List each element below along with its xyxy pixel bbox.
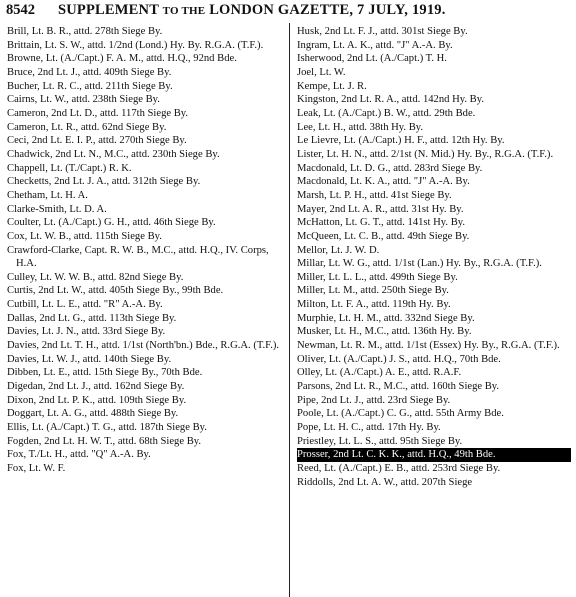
list-entry[interactable]: Lee, Lt. H., attd. 38th Hy. By. (297, 121, 424, 133)
list-entry[interactable]: Browne, Lt. (A./Capt.) F. A. M., attd. H.Q., 92nd Bde. (7, 53, 237, 65)
list-entry[interactable]: Reed, Lt. (A./Capt.) E. B., attd. 253rd Siege By. (297, 463, 501, 474)
list-entry[interactable]: Dixon, 2nd Lt. P. K., attd. 109th Siege By. (7, 394, 187, 406)
list-entry[interactable]: Macdonald, Lt. D. G., attd. 283rd Siege By. (297, 162, 483, 174)
list-entry[interactable]: Riddolls, 2nd Lt. A. W., attd. 207th Siege (297, 476, 473, 488)
list-entry[interactable]: Dibben, Lt. E., attd. 15th Siege By., 70th Bde. (7, 367, 203, 379)
list-entry[interactable]: Lister, Lt. H. N., attd. 2/1st (N. Mid.) Hy. By., R.G.A. (T.F.). (297, 148, 554, 160)
list-entry[interactable]: Leak, Lt. (A./Capt.) B. W., attd. 29th Bde. (297, 107, 476, 119)
list-entry[interactable]: Bucher, Lt. R. C., attd. 211th Siege By. (7, 80, 173, 92)
column-divider (289, 23, 290, 597)
list-entry[interactable]: Miller, Lt. L. L., attd. 499th Siege By. (297, 271, 458, 283)
list-entry[interactable]: Davies, Lt. W. J., attd. 140th Siege By. (7, 353, 172, 365)
list-entry[interactable]: Doggart, Lt. A. G., attd. 488th Siege By. (7, 408, 179, 420)
list-entry[interactable]: McHatton, Lt. G. T., attd. 141st Hy. By. (297, 217, 466, 229)
list-entry[interactable]: Oliver, Lt. (A./Capt.) J. S., attd. H.Q., 70th Bde. (297, 353, 501, 365)
list-entry[interactable]: Cutbill, Lt. L. E., attd. "R" A.-A. By. (7, 299, 163, 311)
list-entry[interactable]: Cox, Lt. W. B., attd. 115th Siege By. (7, 230, 162, 242)
list-entry[interactable]: Pope, Lt. H. C., attd. 17th Hy. By. (297, 422, 441, 434)
list-entry[interactable]: Chetham, Lt. H. A. (7, 189, 88, 201)
list-entry[interactable]: Poole, Lt. (A./Capt.) C. G., attd. 55th Army Bde. (297, 408, 504, 420)
list-entry[interactable]: Kempe, Lt. J. R. (297, 80, 367, 92)
list-entry[interactable]: Cairns, Lt. W., attd. 238th Siege By. (7, 94, 160, 106)
list-entry[interactable]: Kingston, 2nd Lt. R. A., attd. 142nd Hy. By. (297, 94, 484, 106)
list-entry[interactable]: Millar, Lt. W. G., attd. 1/1st (Lan.) Hy. By., R.G.A. (T.F.). (297, 258, 542, 270)
list-entry[interactable]: Dallas, 2nd Lt. G., attd. 113th Siege By. (7, 312, 177, 324)
right-column (297, 25, 571, 489)
list-entry[interactable]: Isherwood, 2nd Lt. (A./Capt.) T. H. (297, 53, 447, 65)
list-entry[interactable]: Fogden, 2nd Lt. H. W. T., attd. 68th Siege By. (7, 435, 202, 447)
list-entry[interactable]: Macdonald, Lt. K. A., attd. "J" A.-A. By. (297, 176, 470, 188)
list-entry[interactable]: Clarke-Smith, Lt. D. A. (7, 203, 107, 215)
list-entry[interactable]: Husk, 2nd Lt. F. J., attd. 301st Siege By. (297, 26, 468, 37)
list-entry[interactable]: Newman, Lt. R. M., attd. 1/1st (Essex) Hy. By., R.G.A. (T.F.). (297, 340, 560, 352)
list-entry[interactable]: Coulter, Lt. (A./Capt.) G. H., attd. 46th Siege By. (7, 217, 216, 229)
list-entry[interactable]: Chappell, Lt. (T./Capt.) R. K. (7, 162, 132, 174)
list-entry[interactable]: Miller, Lt. M., attd. 250th Siege By. (297, 285, 449, 297)
list-entry[interactable]: Brittain, Lt. S. W., attd. 1/2nd (Lond.) Hy. By. R.G.A. (T.F.). (7, 39, 264, 51)
list-entry[interactable]: Musker, Lt. H., M.C., attd. 136th Hy. By. (297, 326, 472, 338)
gazette-title (58, 2, 446, 19)
list-entry[interactable]: Milton, Lt. F. A., attd. 119th Hy. By. (297, 299, 451, 311)
title-part-1: SUPPLEMENT (58, 2, 159, 18)
list-entry[interactable]: Crawford-Clarke, Capt. R. W. B., M.C., attd. H.Q., IV. Corps, H.A. (7, 244, 269, 270)
list-entry[interactable]: Joel, Lt. W. (297, 66, 346, 78)
list-entry[interactable]: Davies, Lt. J. N., attd. 33rd Siege By. (7, 326, 166, 338)
list-entry[interactable]: Murphie, Lt. H. M., attd. 332nd Siege By. (297, 312, 475, 324)
left-column (7, 25, 282, 476)
list-entry[interactable]: Parsons, 2nd Lt. R., M.C., attd. 160th Siege By. (297, 381, 500, 393)
list-entry[interactable]: Olley, Lt. (A./Capt.) A. E., attd. R.A.F. (297, 367, 462, 379)
list-entry[interactable]: Ingram, Lt. A. K., attd. "J" A.-A. By. (297, 39, 453, 51)
page-number: 8542 (6, 2, 35, 18)
title-connector: TO THE (162, 5, 206, 17)
list-entry[interactable]: Ellis, Lt. (A./Capt.) T. G., attd. 187th Siege By. (7, 422, 207, 434)
list-entry[interactable]: Marsh, Lt. P. H., attd. 41st Siege By. (297, 189, 452, 201)
list-entry[interactable]: McQueen, Lt. C. B., attd. 49th Siege By. (297, 230, 470, 242)
list-entry[interactable]: Digedan, 2nd Lt. J., attd. 162nd Siege By. (7, 381, 185, 393)
list-entry[interactable]: Culley, Lt. W. W. B., attd. 82nd Siege By. (7, 271, 184, 283)
list-entry[interactable]: Cameron, Lt. R., attd. 62nd Siege By. (7, 121, 167, 133)
list-entry[interactable]: Fox, T./Lt. H., attd. "Q" A.-A. By. (7, 449, 151, 461)
list-entry[interactable]: Chadwick, 2nd Lt. N., M.C., attd. 230th Siege By. (7, 148, 220, 160)
list-entry[interactable]: Ceci, 2nd Lt. E. I. P., attd. 270th Siege By. (7, 135, 187, 147)
list-entry[interactable]: Mayer, 2nd Lt. A. R., attd. 31st Hy. By. (297, 203, 464, 215)
list-entry[interactable]: Checketts, 2nd Lt. J. A., attd. 312th Siege By. (7, 176, 201, 188)
list-entry[interactable]: Bruce, 2nd Lt. J., attd. 409th Siege By. (7, 66, 172, 78)
selected-entry[interactable]: Prosser, 2nd Lt. C. K. K., attd. H.Q., 49th Bde. (297, 448, 571, 462)
list-entry[interactable]: Pipe, 2nd Lt. J., attd. 23rd Siege By. (297, 394, 451, 406)
list-entry[interactable]: Cameron, 2nd Lt. D., attd. 117th Siege By. (7, 107, 189, 119)
list-entry[interactable]: Curtis, 2nd Lt. W., attd. 405th Siege By., 99th Bde. (7, 285, 224, 297)
list-entry[interactable]: Le Lievre, Lt. (A./Capt.) H. F., attd. 12th Hy. By. (297, 135, 505, 147)
list-entry[interactable]: Mellor, Lt. J. W. D. (297, 244, 380, 256)
page-header (6, 2, 570, 22)
list-entry[interactable]: Priestley, Lt. L. S., attd. 95th Siege By. (297, 435, 463, 447)
list-entry[interactable]: Davies, 2nd Lt. T. H., attd. 1/1st (North'bn.) Bde., R.G.A. (T.F.). (7, 340, 280, 352)
title-part-2: LONDON GAZETTE, 7 JULY, 1919. (209, 2, 446, 18)
list-entry[interactable]: Brill, Lt. B. R., attd. 278th Siege By. (7, 26, 163, 37)
list-entry[interactable]: Fox, Lt. W. F. (7, 463, 66, 474)
